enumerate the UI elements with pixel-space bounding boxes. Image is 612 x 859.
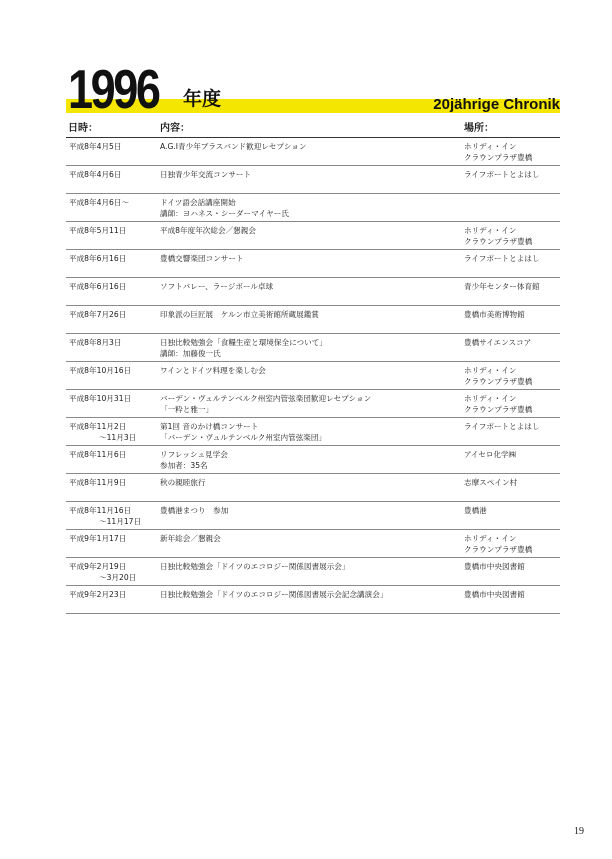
event-content-line: 日独比較勉強会「ドイツのエコロジー関係図書展示会記念講演会」 [160, 590, 388, 599]
event-content [160, 309, 460, 320]
event-date-line: 平成9年2月23日 [69, 590, 127, 599]
event-date-line: 平成9年2月19日 [69, 562, 127, 571]
event-content-line: リフレッシュ見学会 [160, 450, 228, 459]
table-row [66, 250, 560, 278]
event-content-line: 「一粋と雅一」 [160, 405, 214, 414]
table-row [66, 502, 560, 530]
event-place [464, 561, 560, 572]
event-content [160, 533, 460, 544]
event-content-line: ドイツ語会話講座開始 [160, 198, 236, 207]
event-content [160, 365, 460, 376]
table-row [66, 474, 560, 502]
event-date [69, 533, 159, 544]
table-row [66, 222, 560, 250]
event-place [464, 365, 560, 387]
event-content-line: バーデン・ヴュルテンベルク州室内管弦楽団歓迎レセプション [160, 394, 372, 403]
event-content-line: A.G.I青少年ブラスバンド歓迎レセプション [160, 142, 307, 151]
column-header-date: 日時： [68, 123, 98, 134]
event-content [160, 197, 460, 219]
event-date [69, 141, 159, 152]
event-place [464, 281, 560, 292]
event-place-line: クラウンプラザ豊橋 [464, 153, 533, 162]
event-date [69, 421, 159, 443]
event-date-line: 平成8年7月26日 [69, 310, 127, 319]
event-place-line: ライフポートとよはし [464, 170, 540, 179]
event-place [464, 449, 560, 460]
table-row [66, 446, 560, 474]
event-place-line: ホリディ・イン [464, 394, 517, 403]
table-row [66, 166, 560, 194]
event-content [160, 141, 460, 152]
event-table [66, 138, 560, 614]
page-number: 19 [574, 826, 584, 837]
event-place [464, 225, 560, 247]
event-date [69, 197, 159, 208]
event-content [160, 449, 460, 471]
table-row [66, 278, 560, 306]
event-date [69, 281, 159, 292]
event-content-line: 日独青少年交流コンサート [160, 170, 252, 179]
event-place-line: 豊橋市中央図書館 [464, 562, 525, 571]
event-content-line: 第1回 音のかけ橋コンサート [160, 422, 259, 431]
event-place [464, 393, 560, 415]
event-content [160, 477, 460, 488]
event-place [464, 421, 560, 432]
event-place [464, 477, 560, 488]
event-place [464, 253, 560, 264]
event-content-line: ワインとドイツ料理を楽しむ会 [160, 366, 266, 375]
event-place-line: 豊橋市美術博物館 [464, 310, 525, 319]
event-place [464, 309, 560, 320]
event-date [69, 365, 159, 376]
event-content-line: 日独比較勉強会「食糧生産と環境保全について」 [160, 338, 327, 347]
event-place-line: クラウンプラザ豊橋 [464, 545, 533, 554]
event-content [160, 505, 460, 516]
table-row [66, 418, 560, 446]
event-date [69, 309, 159, 320]
table-row [66, 362, 560, 390]
event-date [69, 169, 159, 180]
chronik-title: 20jährige Chronik [433, 96, 560, 113]
event-date-line: 平成8年6月16日 [69, 282, 127, 291]
event-place-line: 青少年センター体育館 [464, 282, 540, 291]
event-date-line: 平成8年10月16日 [69, 366, 132, 375]
event-content-line: ソフトバレー、ラージボール卓球 [160, 282, 274, 291]
event-content-line: 「バーデン・ヴュルテンベルク州室内管弦楽団」 [160, 433, 327, 442]
column-header-content: 内容： [160, 123, 190, 134]
event-content [160, 393, 460, 415]
event-content [160, 421, 460, 443]
event-place-line: 豊橋サイエンスコア [464, 338, 532, 347]
event-content-line: 平成8年度年次総会／懇親会 [160, 226, 256, 235]
event-place-line: ホリディ・イン [464, 366, 517, 375]
table-row [66, 138, 560, 166]
event-date [69, 337, 159, 348]
event-place-line: ホリディ・イン [464, 142, 517, 151]
event-date-line: 平成8年11月2日 [69, 422, 127, 431]
year-title: 1996 [68, 58, 159, 120]
event-date-line: 〜11月3日 [99, 433, 137, 442]
event-date [69, 253, 159, 264]
year-suffix: 年度 [183, 88, 222, 110]
event-content-line: 講師：加藤俊一氏 [160, 349, 221, 358]
event-date-line: 平成8年8月3日 [69, 338, 122, 347]
event-date [69, 589, 159, 600]
event-content-line: 参加者：35名 [160, 461, 208, 470]
event-date [69, 505, 159, 527]
event-date [69, 225, 159, 236]
event-place [464, 505, 560, 516]
event-content [160, 253, 460, 264]
event-content-line: 豊橋交響楽団コンサート [160, 254, 244, 263]
event-date-line: 平成8年4月6日 [69, 170, 122, 179]
event-content [160, 225, 460, 236]
event-place-line: ライフポートとよはし [464, 422, 540, 431]
event-place-line: 志摩スペイン村 [464, 478, 518, 487]
table-row [66, 334, 560, 362]
event-content-line: 秋の親睦旅行 [160, 478, 206, 487]
event-date-line: 平成8年11月9日 [69, 478, 127, 487]
event-place-line: 豊橋港 [464, 506, 487, 515]
event-content [160, 561, 460, 572]
event-content [160, 169, 460, 180]
event-place [464, 337, 560, 348]
event-place [464, 141, 560, 163]
event-date-line: 平成8年10月31日 [69, 394, 132, 403]
event-date-line: 平成8年4月5日 [69, 142, 122, 151]
event-date-line: 平成8年11月6日 [69, 450, 127, 459]
event-place-line: ホリディ・イン [464, 226, 517, 235]
event-content-line: 講師：ヨハネス・シーダーマイヤー氏 [160, 209, 289, 218]
event-date-line: 平成8年5月11日 [69, 226, 127, 235]
event-content [160, 589, 460, 600]
event-date [69, 393, 159, 404]
event-date-line: 平成8年4月6日〜 [69, 198, 130, 207]
column-header-place: 場所： [464, 123, 494, 134]
event-place-line: ホリディ・イン [464, 534, 517, 543]
event-content-line: 日独比較勉強会「ドイツのエコロジー関係図書展示会」 [160, 562, 350, 571]
event-content-line: 新年総会／懇親会 [160, 534, 221, 543]
event-date [69, 477, 159, 488]
event-place-line: クラウンプラザ豊橋 [464, 377, 533, 386]
event-date-line: 〜11月17日 [99, 517, 142, 526]
event-content-line: 印象派の巨匠展 ケルン市立美術館所蔵展鑑賞 [160, 310, 319, 319]
event-place [464, 589, 560, 600]
event-place-line: クラウンプラザ豊橋 [464, 237, 533, 246]
event-place-line: ライフポートとよはし [464, 254, 540, 263]
event-place-line: アイセロ化学㈱ [464, 450, 517, 459]
event-place [464, 169, 560, 180]
table-row [66, 530, 560, 558]
event-place-line: 豊橋市中央図書館 [464, 590, 525, 599]
event-date [69, 561, 159, 583]
event-place [464, 533, 560, 555]
event-content-line: 豊橋港まつり 参加 [160, 506, 229, 515]
event-content [160, 337, 460, 359]
event-date [69, 449, 159, 460]
event-place-line: クラウンプラザ豊橋 [464, 405, 533, 414]
table-row [66, 586, 560, 614]
event-date-line: 〜3月20日 [99, 573, 137, 582]
event-date-line: 平成8年6月16日 [69, 254, 127, 263]
table-row [66, 558, 560, 586]
event-date-line: 平成9年1月17日 [69, 534, 127, 543]
table-row [66, 306, 560, 334]
table-row [66, 390, 560, 418]
table-row [66, 194, 560, 222]
event-date-line: 平成8年11月16日 [69, 506, 132, 515]
event-content [160, 281, 460, 292]
